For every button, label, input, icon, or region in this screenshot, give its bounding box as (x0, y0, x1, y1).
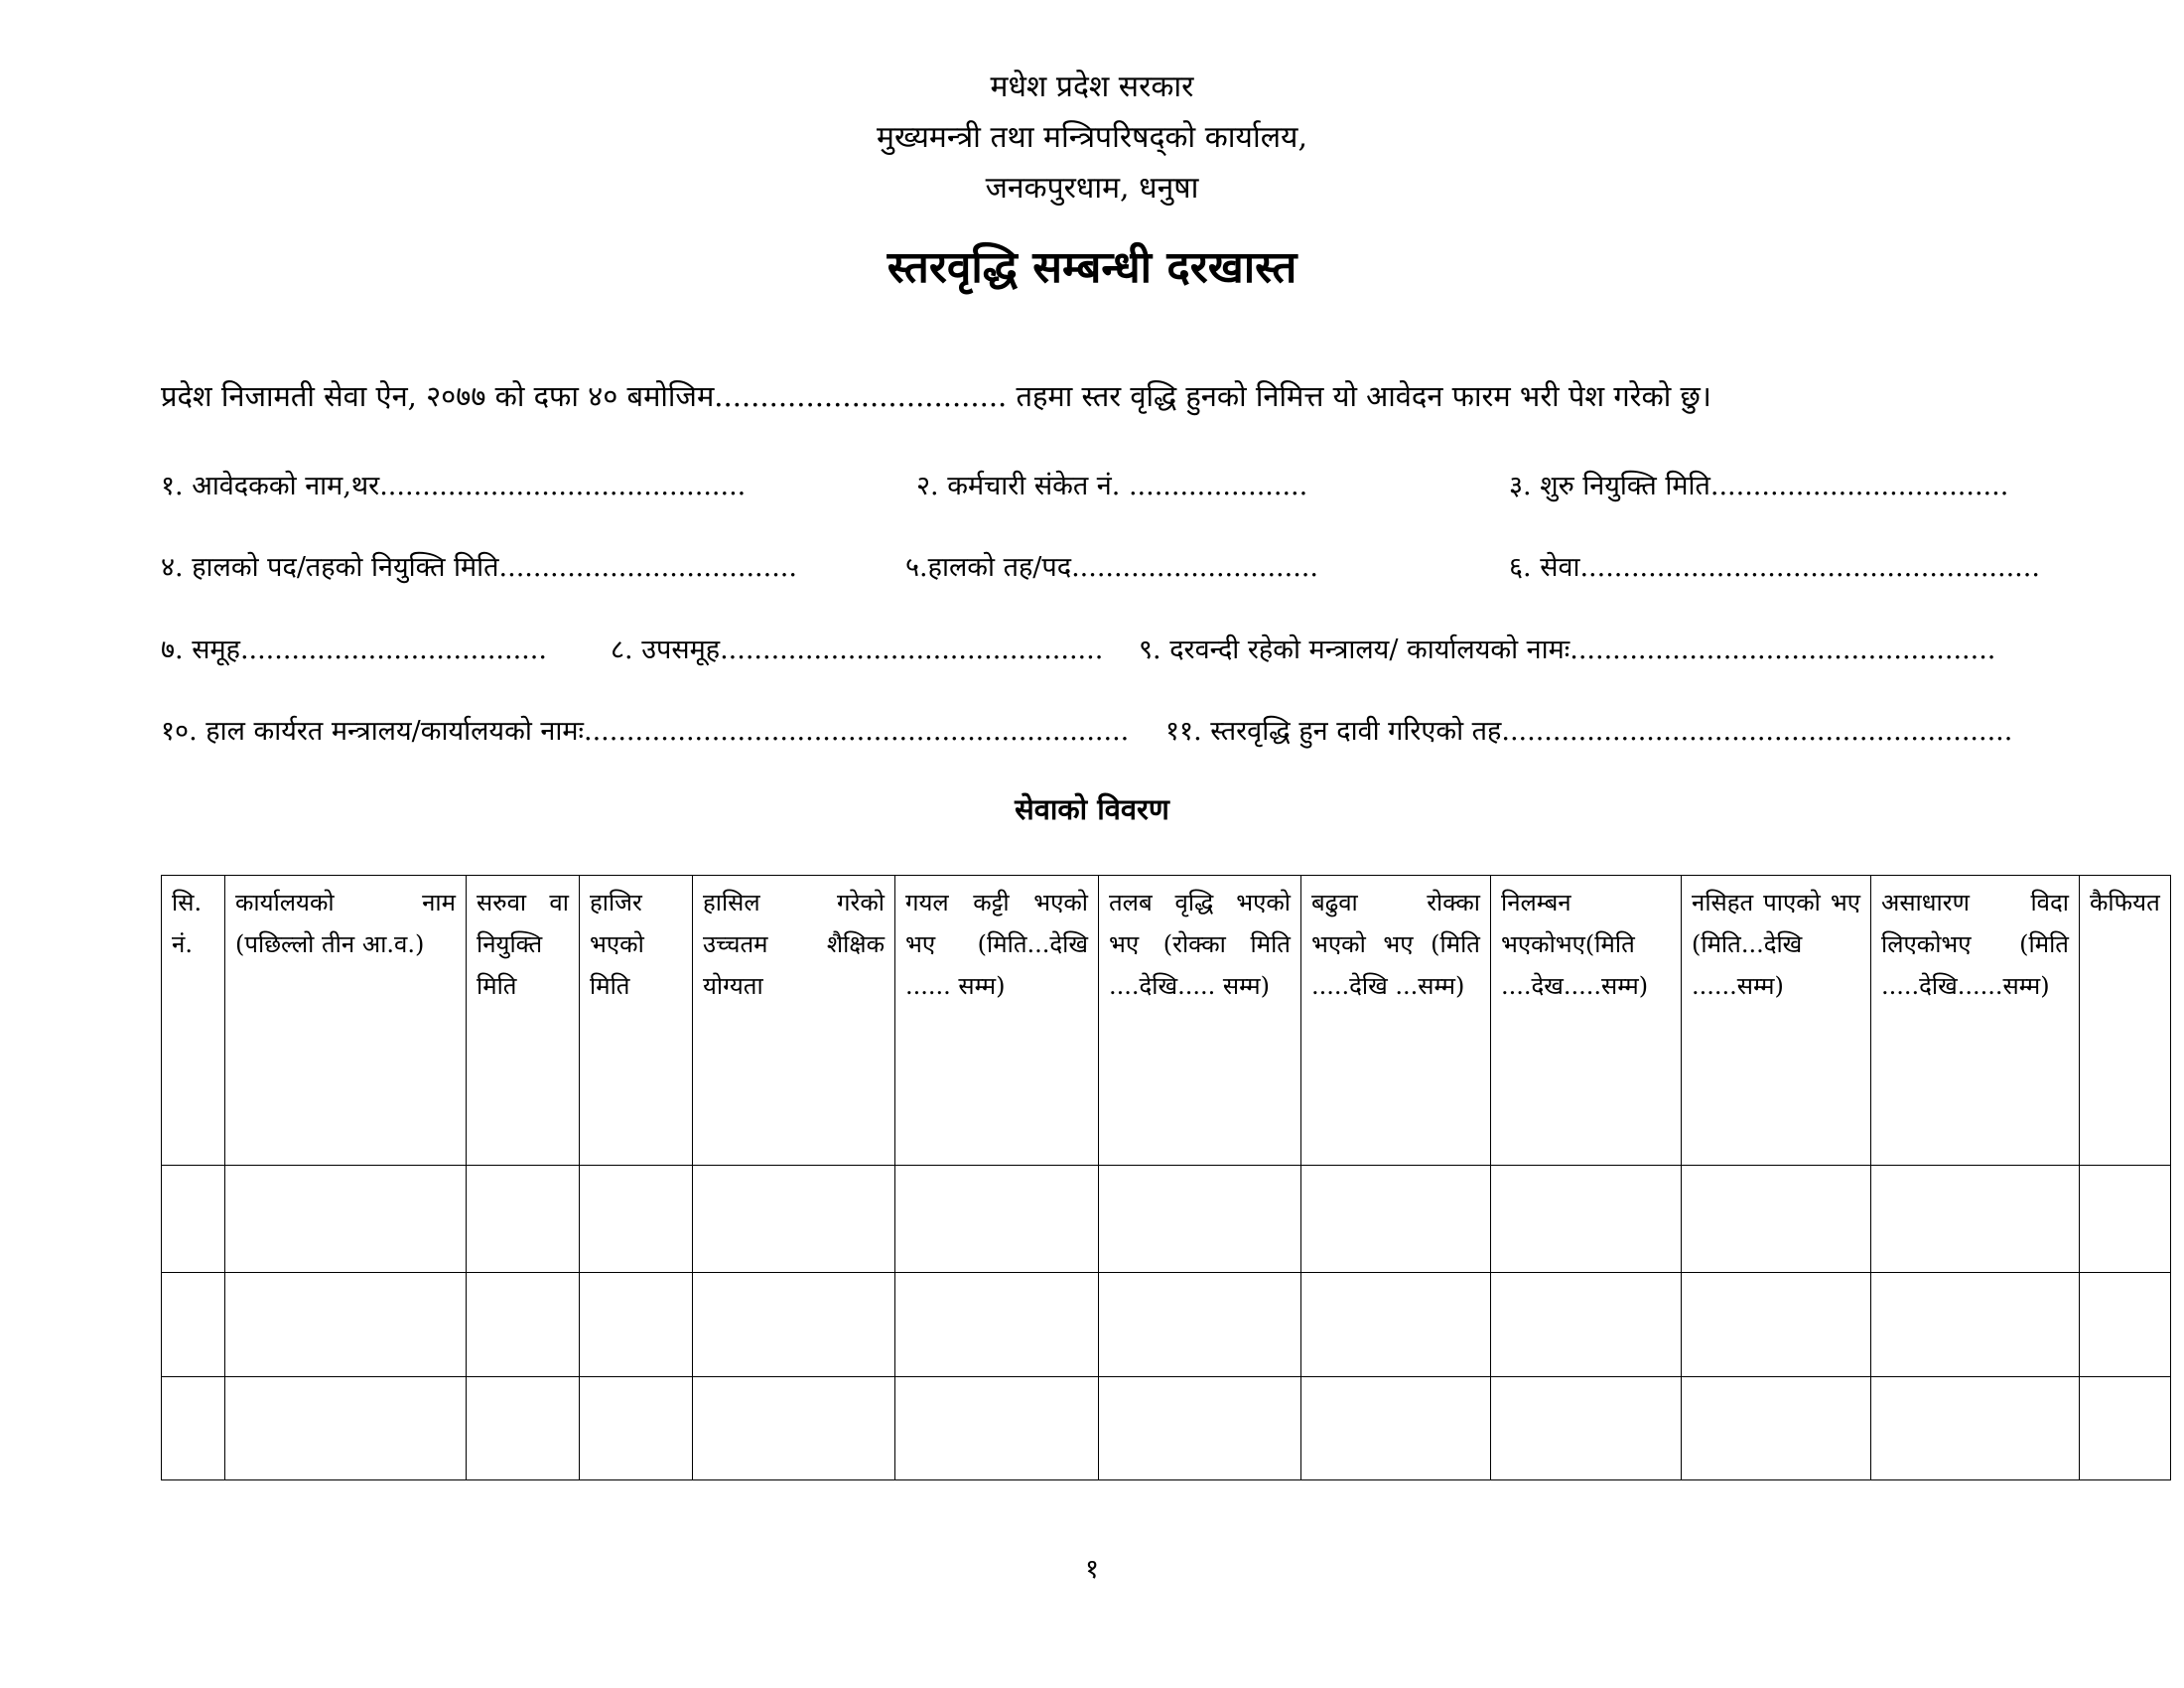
header-absence-deduction: गयल कट्टी भएको भए (मिति...देखि ...... सम्म) (895, 876, 1099, 1166)
header-attendance-date: हाजिर भएको मिति (580, 876, 693, 1166)
table-cell[interactable] (162, 1377, 225, 1480)
group-field: ७. समूह.................................... (161, 634, 547, 665)
applicant-name-field: १. आवेदकको नाम,थर........................................... (161, 471, 747, 501)
table-cell[interactable] (467, 1166, 580, 1273)
header-serial-number: सि. नं. (162, 876, 225, 1166)
table-cell[interactable] (1099, 1166, 1301, 1273)
table-cell[interactable] (1491, 1273, 1682, 1377)
table-cell[interactable] (467, 1377, 580, 1480)
header-reprimand: नसिहत पाएको भए (मिति...देखि ......सम्म) (1682, 876, 1871, 1166)
table-cell[interactable] (1301, 1273, 1491, 1377)
form-title: स्तरवृद्धि सम्बन्धी दरखास्त (887, 242, 1297, 293)
service-details-table (161, 875, 2171, 1480)
table-cell[interactable] (1682, 1273, 1871, 1377)
header-salary-increment-withheld: तलब वृद्धि भएको भए (रोक्का मिति ....देखि..... सम्म) (1099, 876, 1301, 1166)
table-cell[interactable] (1871, 1377, 2080, 1480)
table-cell[interactable] (1491, 1166, 1682, 1273)
header-suspension: निलम्बन भएकोभए(मिति ....देख.....सम्म) (1491, 876, 1682, 1166)
page-number: १ (1084, 1554, 1100, 1585)
table-cell[interactable] (693, 1273, 895, 1377)
table-row (162, 1377, 2171, 1480)
table-cell[interactable] (162, 1166, 225, 1273)
table-cell[interactable] (162, 1273, 225, 1377)
header-office-name: कार्यालयको नाम (पछिल्लो तीन आ.व.) (225, 876, 467, 1166)
current-ministry-office-field: १०. हाल कार्यरत मन्त्रालय/कार्यालयको नामः................................................................ (161, 716, 1130, 747)
table-row (162, 1166, 2171, 1273)
current-post-appointment-date-field: ४. हालको पद/तहको नियुक्ति मिति................................... (161, 552, 797, 583)
intro-statement: प्रदेश निजामती सेवा ऐन, २०७७ को दफा ४० बमोजिम................................ तहमा स्तर वृद्धि हुनको निमित्त यो आवेदन फारम भरी पेश गरेको छु। (161, 379, 1711, 413)
position-ministry-office-field: ९. दरवन्दी रहेको मन्त्रालय/ कार्यालयको नामः.................................................. (1139, 634, 1996, 665)
table-cell[interactable] (693, 1166, 895, 1273)
table-cell[interactable] (2080, 1377, 2171, 1480)
service-field: ६. सेवा...................................................... (1509, 552, 2040, 583)
table-row (162, 1273, 2171, 1377)
table-cell[interactable] (895, 1273, 1099, 1377)
first-appointment-date-field: ३. शुरु नियुक्ति मिति................................... (1509, 471, 2009, 501)
table-cell[interactable] (1871, 1166, 2080, 1273)
table-cell[interactable] (1491, 1377, 1682, 1480)
table-cell[interactable] (467, 1273, 580, 1377)
table-cell[interactable] (2080, 1166, 2171, 1273)
office-name: मुख्यमन्त्री तथा मन्त्रिपरिषद्को कार्यालय, (877, 120, 1307, 155)
service-details-heading: सेवाको विवरण (1015, 792, 1169, 826)
table-cell[interactable] (225, 1377, 467, 1480)
office-location: जनकपुरधाम, धनुषा (985, 171, 1199, 206)
table-cell[interactable] (1682, 1166, 1871, 1273)
header-remarks: कैफियत (2080, 876, 2171, 1166)
table-cell[interactable] (2080, 1273, 2171, 1377)
claimed-upgrade-level-field: ११. स्तरवृद्धि हुन दावी गरिएको तह............................................................ (1165, 716, 2013, 747)
table-cell[interactable] (895, 1166, 1099, 1273)
table-cell[interactable] (693, 1377, 895, 1480)
header-highest-qualification: हासिल गरेको उच्चतम शैक्षिक योग्यता (693, 876, 895, 1166)
header-promotion-withheld: बढुवा रोक्का भएको भए (मिति .....देखि ...सम्म) (1301, 876, 1491, 1166)
table-cell[interactable] (1682, 1377, 1871, 1480)
table-cell[interactable] (1099, 1377, 1301, 1480)
table-cell[interactable] (580, 1377, 693, 1480)
government-name: मधेश प्रदेश सरकार (990, 70, 1194, 104)
table-cell[interactable] (1871, 1273, 2080, 1377)
table-cell[interactable] (225, 1273, 467, 1377)
table-cell[interactable] (1099, 1273, 1301, 1377)
table-cell[interactable] (1301, 1377, 1491, 1480)
table-cell[interactable] (1301, 1166, 1491, 1273)
header-extraordinary-leave: असाधारण विदा लिएकोभए (मिति .....देखि......सम्म) (1871, 876, 2080, 1166)
header-transfer-appointment-date: सरुवा वा नियुक्ति मिति (467, 876, 580, 1166)
employee-code-field: २. कर्मचारी संकेत नं. ..................... (916, 471, 1308, 501)
table-header-row (162, 876, 2171, 1166)
table-cell[interactable] (225, 1166, 467, 1273)
table-cell[interactable] (895, 1377, 1099, 1480)
table-cell[interactable] (580, 1166, 693, 1273)
current-level-post-field: ५.हालको तह/पद............................. (905, 552, 1318, 583)
table-cell[interactable] (580, 1273, 693, 1377)
subgroup-field: ८. उपसमूह............................................. (611, 634, 1104, 665)
